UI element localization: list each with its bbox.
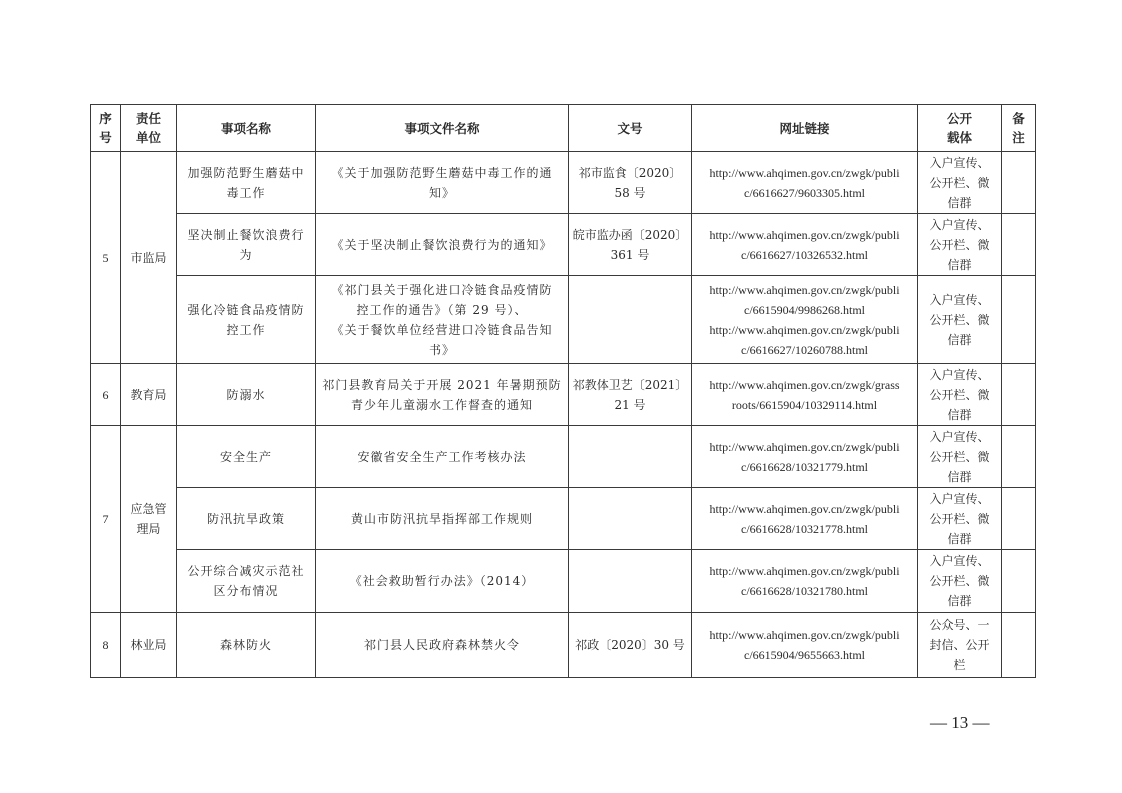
table-row (91, 276, 1036, 364)
table-row (91, 214, 1036, 276)
item-cell: 安全生产 (177, 426, 316, 488)
unit-cell: 市监局 (121, 152, 177, 364)
carrier-cell: 入户宣传、 公开栏、微 信群 (918, 152, 1002, 214)
item-cell: 坚决制止餐饮浪费行 为 (177, 214, 316, 276)
file-cell: 《关于坚决制止餐饮浪费行为的通知》 (316, 214, 569, 276)
note-cell (1002, 613, 1036, 678)
disclosure-table (90, 104, 1036, 678)
seq-cell: 7 (91, 426, 121, 613)
item-cell: 强化冷链食品疫情防 控工作 (177, 276, 316, 364)
carrier-cell: 入户宣传、 公开栏、微 信群 (918, 276, 1002, 364)
carrier-cell: 入户宣传、 公开栏、微 信群 (918, 550, 1002, 613)
file-cell: 《社会救助暂行办法》（2014） (316, 550, 569, 613)
docno-cell: 皖市监办函〔2020〕 361 号 (569, 214, 692, 276)
note-cell (1002, 550, 1036, 613)
note-cell (1002, 214, 1036, 276)
file-cell: 祁门县人民政府森林禁火令 (316, 613, 569, 678)
col-header-seq: 序 号 (91, 105, 121, 152)
carrier-cell: 入户宣传、 公开栏、微 信群 (918, 426, 1002, 488)
unit-cell: 林业局 (121, 613, 177, 678)
col-header-note: 备 注 (1002, 105, 1036, 152)
col-header-carrier: 公开 载体 (918, 105, 1002, 152)
docno-cell: 祁政〔2020〕30 号 (569, 613, 692, 678)
item-cell: 森林防火 (177, 613, 316, 678)
docno-cell: 祁市监食〔2020〕 58 号 (569, 152, 692, 214)
unit-cell: 应急管 理局 (121, 426, 177, 613)
table-row (91, 613, 1036, 678)
table-row (91, 488, 1036, 550)
url-link[interactable]: http://www.ahqimen.gov.cn/zwgk/publi c/6615904/9655663.html (692, 613, 918, 678)
page-number: — 13 — (930, 713, 990, 732)
file-cell: 《祁门县关于强化进口冷链食品疫情防 控工作的通告》（第 29 号）、 《关于餐饮单位经营进口冷链食品告知 书》 (316, 276, 569, 364)
unit-cell: 教育局 (121, 364, 177, 426)
item-cell: 防溺水 (177, 364, 316, 426)
note-cell (1002, 488, 1036, 550)
table-row (91, 364, 1036, 426)
file-cell: 黄山市防汛抗旱指挥部工作规则 (316, 488, 569, 550)
url-link[interactable]: http://www.ahqimen.gov.cn/zwgk/publi c/6616627/9603305.html (692, 152, 918, 214)
item-cell: 加强防范野生蘑菇中 毒工作 (177, 152, 316, 214)
col-header-docno: 文号 (569, 105, 692, 152)
url-link[interactable]: http://www.ahqimen.gov.cn/zwgk/publi c/6616628/10321778.html (692, 488, 918, 550)
seq-cell: 6 (91, 364, 121, 426)
carrier-cell: 公众号、一 封信、公开 栏 (918, 613, 1002, 678)
seq-cell: 5 (91, 152, 121, 364)
carrier-cell: 入户宣传、 公开栏、微 信群 (918, 364, 1002, 426)
table-header-row (91, 105, 1036, 152)
note-cell (1002, 152, 1036, 214)
note-cell (1002, 364, 1036, 426)
col-header-item: 事项名称 (177, 105, 316, 152)
docno-cell: 祁教体卫艺〔2021〕 21 号 (569, 364, 692, 426)
carrier-cell: 入户宣传、 公开栏、微 信群 (918, 488, 1002, 550)
item-cell: 公开综合减灾示范社 区分布情况 (177, 550, 316, 613)
note-cell (1002, 276, 1036, 364)
url-link[interactable]: http://www.ahqimen.gov.cn/zwgk/grass roots/6615904/10329114.html (692, 364, 918, 426)
item-cell: 防汛抗旱政策 (177, 488, 316, 550)
col-header-file: 事项文件名称 (316, 105, 569, 152)
file-cell: 《关于加强防范野生蘑菇中毒工作的通 知》 (316, 152, 569, 214)
url-link[interactable]: http://www.ahqimen.gov.cn/zwgk/publi c/6615904/9986268.html http://www.ahqimen.gov.cn/zwgk/publi c/6616627/10260788.html (692, 276, 918, 364)
table-row (91, 550, 1036, 613)
note-cell (1002, 426, 1036, 488)
table-row (91, 426, 1036, 488)
file-cell: 安徽省安全生产工作考核办法 (316, 426, 569, 488)
docno-cell (569, 426, 692, 488)
col-header-url: 网址链接 (692, 105, 918, 152)
file-cell: 祁门县教育局关于开展 2021 年暑期预防 青少年儿童溺水工作督查的通知 (316, 364, 569, 426)
seq-cell: 8 (91, 613, 121, 678)
table-row (91, 152, 1036, 214)
url-link[interactable]: http://www.ahqimen.gov.cn/zwgk/publi c/6616628/10321779.html (692, 426, 918, 488)
url-link[interactable]: http://www.ahqimen.gov.cn/zwgk/publi c/6616628/10321780.html (692, 550, 918, 613)
docno-cell (569, 276, 692, 364)
docno-cell (569, 550, 692, 613)
carrier-cell: 入户宣传、 公开栏、微 信群 (918, 214, 1002, 276)
url-link[interactable]: http://www.ahqimen.gov.cn/zwgk/publi c/6616627/10326532.html (692, 214, 918, 276)
col-header-unit: 责任 单位 (121, 105, 177, 152)
docno-cell (569, 488, 692, 550)
